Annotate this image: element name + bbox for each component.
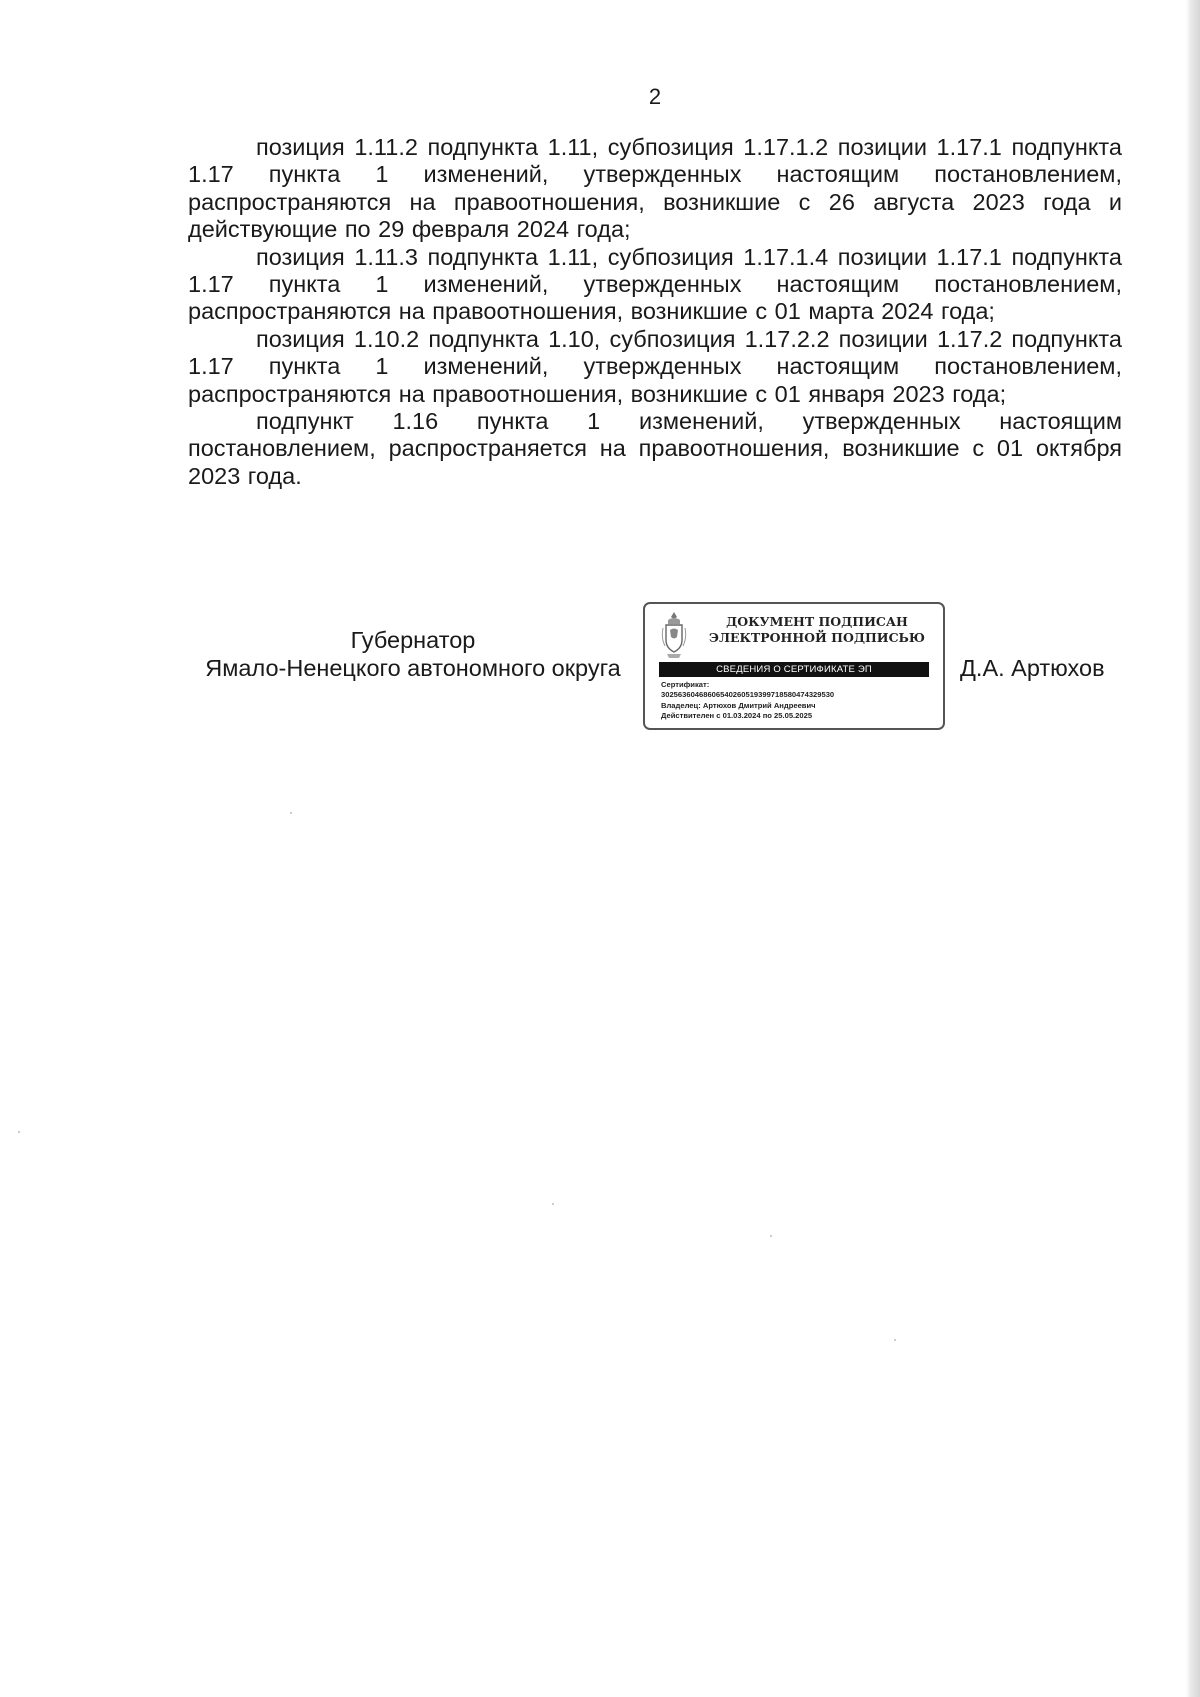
certificate-label: Сертификат: [661,680,710,689]
scan-speck [290,812,292,814]
signature-block [188,602,1122,742]
scan-speck [18,1131,20,1133]
paragraph-4: подпункт 1.16 пункта 1 изменений, утвержденных настоящим постановлением, распространяется на правоотношения, возникшие с 01 октября 2023 года. [188,408,1122,489]
page-number: 2 [648,84,662,109]
certificate-validity: Действителен с 01.03.2024 по 25.05.2025 [661,711,813,721]
paragraph-2: позиция 1.11.3 подпункта 1.11, субпозиция 1.17.1.4 позиции 1.17.1 подпункта 1.17 пункта 1 изменений, утвержденных настоящим постановлением, распространяются на правоотношения, возникшие с 01 марта 2024 года; [188,243,1122,325]
page-edge-shadow [1186,0,1200,1697]
signer-position-line-2: Ямало-Ненецкого автономного округа [205,655,621,681]
signer-name: Д.А. Артюхов [960,655,1105,681]
stamp-title-line-1: ДОКУМЕНТ ПОДПИСАН [726,614,908,629]
electronic-signature-stamp [643,602,945,730]
scan-speck [770,1235,772,1237]
document-body [188,134,1122,490]
paragraph-1: позиция 1.11.2 подпункта 1.11, субпозиция 1.17.1.2 позиции 1.17.1 подпункта 1.17 пункта 1 изменений, утвержденных настоящим постановлением, распространяются на правоотношения, возникшие с 26 августа 2023 года и действующие по 29 февраля 2024 года; [188,134,1122,243]
stamp-title [697,614,937,646]
coat-of-arms-icon [659,610,689,660]
signer-position [188,626,638,682]
scan-speck [894,1339,896,1341]
signer-position-line-1: Губернатор [350,627,476,653]
certificate-info-bar: СВЕДЕНИЯ О СЕРТИФИКАТЕ ЭП [659,662,929,677]
scan-speck [552,1203,554,1205]
certificate-details [661,680,937,722]
stamp-title-line-2: ЭЛЕКТРОННОЙ ПОДПИСЬЮ [709,630,925,645]
certificate-number: 3025636046860654026051939971858047432953​0 [661,690,835,700]
certificate-owner: Владелец: Артюхов Дмитрий Андреевич [661,700,816,710]
paragraph-3: позиция 1.10.2 подпункта 1.10, субпозиция 1.17.2.2 позиции 1.17.2 подпункта 1.17 пункта 1 изменений, утвержденных настоящим постановлением, распространяются на правоотношения, возникшие с 01 января 2023 года; [188,325,1122,407]
